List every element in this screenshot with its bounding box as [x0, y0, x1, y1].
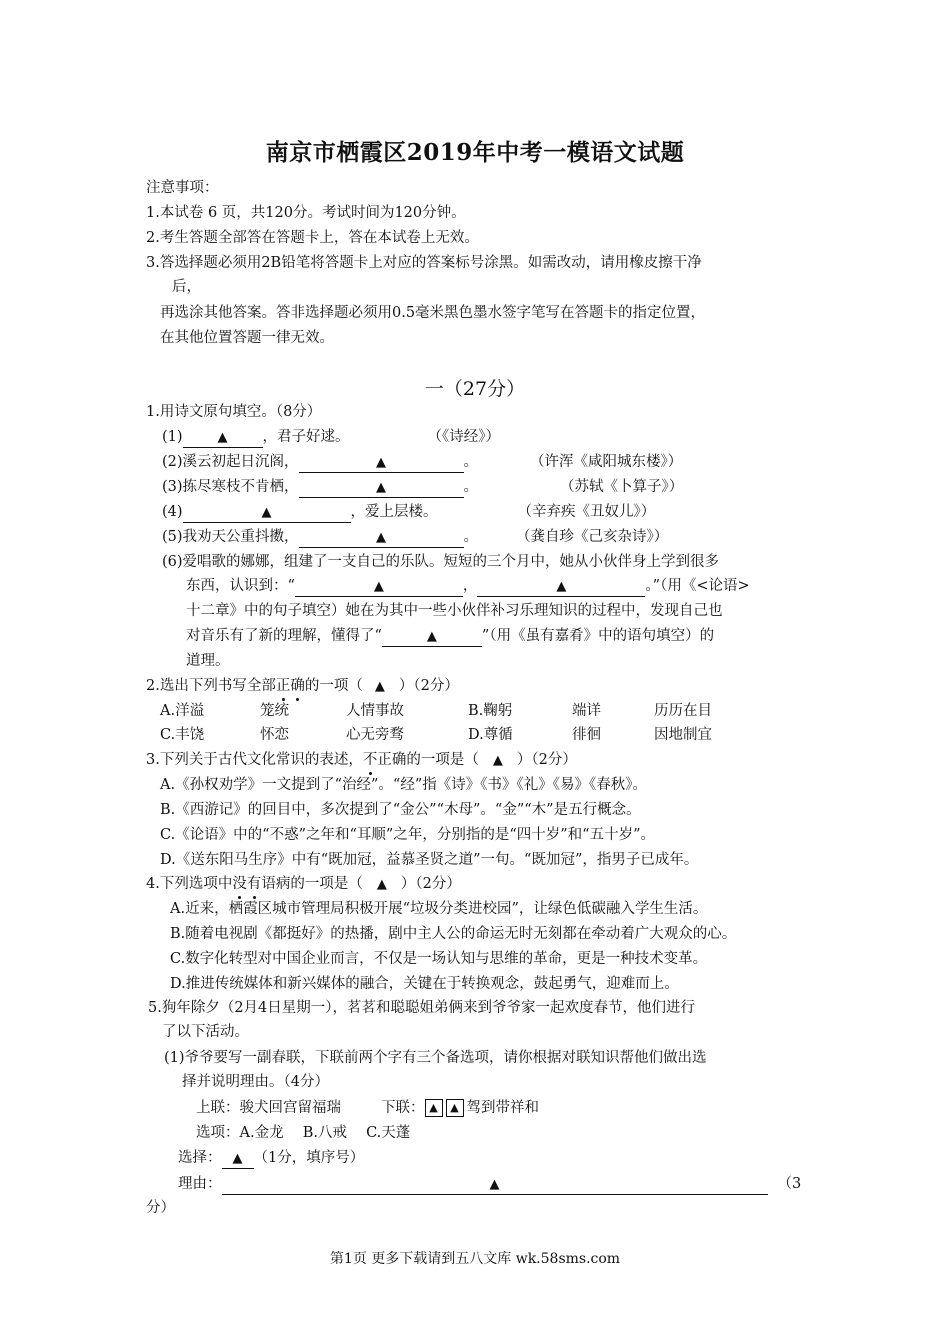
- q4-option-d[interactable]: D.推进传统媒体和新兴媒体的融合，关键在于转换观念，鼓起勇气，迎难而上。: [170, 976, 679, 992]
- q1-item-6-line-5: 道理。: [186, 653, 230, 669]
- answer-box[interactable]: ▲: [446, 1099, 464, 1117]
- q5-stem-line-2: 了以下活动。: [162, 1024, 249, 1040]
- answer-blank[interactable]: ▲: [299, 528, 464, 548]
- notice-line-3-cont: 后，: [172, 279, 201, 295]
- answer-blank[interactable]: ▲: [299, 478, 464, 498]
- q4-stem: 4.下列选项中没有语病的一项是（ ▲ ）（2分）: [146, 876, 461, 892]
- q4-option-b[interactable]: B.随着电视剧《都挺好》的热播，剧中主人公的命运无时无刻都在牵动着广大观众的心。: [170, 926, 737, 942]
- answer-box[interactable]: ▲: [425, 1099, 443, 1117]
- q3-option-d[interactable]: D.《送东阳马生序》中有“既加冠，益慕圣贤之道”一句。“既加冠”，指男子已成年。: [160, 852, 699, 868]
- q1-item-2: (2)溪云初起日沉阁， ▲ 。 （许浑《咸阳城东楼》）: [162, 452, 682, 473]
- q5-part1-line-1: (1)爷爷要写一副春联，下联前两个字有三个备选项，请你根据对联知识帮他们做出选: [164, 1050, 707, 1066]
- q4-option-a[interactable]: A.近来，栖霞区城市管理局积极开展“垃圾分类进校园”，让绿色低碳融入学生生活。: [170, 901, 708, 917]
- reason-blank[interactable]: ▲: [222, 1175, 768, 1195]
- q1-item-6-line-3: 十二章》中的句子填空）她在为其中一些小伙伴补习乐理知识的过程中，发现自己也: [186, 603, 723, 619]
- q1-item-4: (4) ▲ ，爱上层楼。 （辛弃疾《丑奴儿》）: [162, 502, 655, 523]
- page-title: 南京市栖霞区2019年中考一模语文试题: [265, 139, 685, 166]
- notice-heading: 注意事项：: [146, 180, 219, 196]
- notice-line-5: 在其他位置答题一律无效。: [160, 330, 334, 346]
- q1-item-6-line-2: 东西，认识到：“ ▲ ， ▲ 。”（用《<论语>: [186, 576, 750, 597]
- q1-item-1: (1) ▲ ，君子好逑。 （《诗经》）: [162, 427, 500, 448]
- notice-line-1: 1.本试卷 6 页，共120分。考试时间为120分钟。: [146, 205, 466, 221]
- option-c[interactable]: C.丰饶: [160, 727, 205, 743]
- option-d[interactable]: D.尊循: [468, 727, 513, 743]
- answer-blank[interactable]: ▲: [477, 577, 645, 597]
- q5-options: 选项：A.金龙 B.八戒 C.天蓬: [196, 1125, 411, 1141]
- answer-blank[interactable]: ▲: [295, 577, 463, 597]
- notice-line-4: 再选涂其他答案。答非选择题必须用0.5毫米黑色墨水签字笔写在答题卡的指定位置，: [160, 305, 706, 321]
- reason-line: 理由： ▲ （3: [178, 1174, 801, 1195]
- q5-part1-line-2: 择并说明理由。（4分）: [182, 1074, 329, 1090]
- reason-points-tail: 分）: [146, 1200, 175, 1216]
- answer-blank[interactable]: ▲: [183, 503, 351, 523]
- answer-blank[interactable]: ▲: [382, 627, 482, 647]
- q1-stem: 1.用诗文原句填空。（8分）: [146, 404, 322, 420]
- q3-option-a[interactable]: A.《孙权劝学》一文提到了“治经”。“经”指《诗》《书》《礼》《易》《春秋》。: [160, 777, 647, 793]
- option-b[interactable]: B.鞠躬: [468, 703, 513, 719]
- choice-blank[interactable]: ▲: [222, 1149, 254, 1169]
- choice-line: 选择： ▲ （1分，填序号）: [178, 1148, 364, 1169]
- answer-blank[interactable]: ▲: [183, 428, 263, 448]
- section-heading: 一（27分）: [424, 378, 526, 400]
- notice-line-3: 3.答选择题必须用2B铅笔将答题卡上对应的答案标号涂黑。如需改动，请用橡皮擦干净: [146, 255, 702, 271]
- q1-item-5: (5)我劝天公重抖擞， ▲ 。 （龚自珍《己亥杂诗》）: [162, 527, 668, 548]
- couplet-line: 上联：骏犬回宫留福瑞 下联： ▲ ▲ 驾到带祥和: [196, 1100, 539, 1116]
- q4-option-c[interactable]: C.数字化转型对中国企业而言，不仅是一场认知与思维的革命，更是一种技术变革。: [170, 951, 708, 967]
- q1-item-6-line-4: 对音乐有了新的理解，懂得了“ ▲ ”（用《虽有嘉肴》中的语句填空）的: [186, 626, 714, 647]
- q3-option-b[interactable]: B.《西游记》的回目中，多次提到了“金公”“木母”。“金”“木”是五行概念。: [160, 802, 641, 818]
- answer-blank[interactable]: ▲: [299, 453, 464, 473]
- page-footer: 第1页 更多下载请到五八文库 wk.58sms.com: [329, 1251, 621, 1267]
- q3-stem: 3.下列关于古代文化常识的表述，不正确的一项是（ ▲ ）（2分）: [146, 752, 577, 768]
- q1-item-3: (3)拣尽寒枝不肯栖， ▲ 。 （苏轼《卜算子》）: [162, 477, 683, 498]
- q5-stem-line-1: 5.狗年除夕（2月4日星期一），茗茗和聪聪姐弟俩来到爷爷家一起欢度春节，他们进行: [148, 1000, 696, 1016]
- q1-item-6-line-1: (6)爱唱歌的娜娜，组建了一支自己的乐队。短短的三个月中，她从小伙伴身上学到很多: [162, 554, 720, 570]
- upper-couplet: 上联：骏犬回宫留福瑞: [196, 1100, 341, 1116]
- notice-line-2: 2.考生答题全部答在答题卡上，答在本试卷上无效。: [146, 230, 479, 246]
- q3-option-c[interactable]: C.《论语》中的“不惑”之年和“耳顺”之年，分别指的是“四十岁”和“五十岁”。: [160, 827, 655, 843]
- q2-stem: 2.选出下列书写全部正确的一项（ ▲ ）（2分）: [146, 678, 459, 694]
- option-a[interactable]: A.洋溢: [160, 703, 205, 719]
